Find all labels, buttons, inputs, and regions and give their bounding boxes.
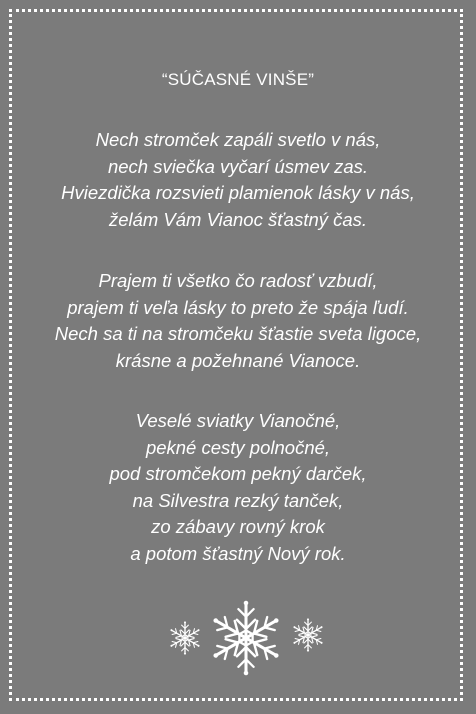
verse-line: želám Vám Vianoc šťastný čas. [108, 208, 368, 230]
card-title: “SÚČASNÉ VINŠE” [161, 70, 315, 89]
stanza-1 [0, 127, 476, 233]
snowflake-icon [168, 621, 202, 655]
verse-line: pod stromčekom pekný darček, [109, 463, 367, 484]
verse-line: zo zábavy rovný krok [151, 516, 325, 537]
snowflake-icon [291, 618, 325, 652]
verse-line: Nech sa ti na stromčeku šťastie sveta ligoce, [54, 323, 422, 344]
stanza-2 [0, 268, 476, 374]
snowflake-row [0, 600, 476, 676]
verse-line: nech sviečka vyčarí úsmev zas. [107, 155, 369, 177]
verse-line: Nech stromček zapáli svetlo v nás, [95, 129, 381, 150]
verse-line: pekné cesty polnočné, [145, 436, 331, 458]
verse-line: Hviezdička rozsvieti plamienok lásky v nás, [61, 182, 415, 203]
verse-line: na Silvestra rezký tanček, [132, 489, 344, 511]
verse-line: a potom šťastný Nový rok. [130, 542, 346, 564]
verse-line: krásne a požehnané Vianoce. [115, 349, 361, 371]
verse-line: Veselé sviatky Vianočné, [135, 410, 341, 431]
stanza-3 [0, 408, 476, 567]
snowflake-icon [208, 600, 284, 676]
verse-line: prajem ti veľa lásky to preto že spája ľudí. [67, 296, 409, 318]
verse-line: Prajem ti všetko čo radosť vzbudí, [98, 270, 378, 291]
